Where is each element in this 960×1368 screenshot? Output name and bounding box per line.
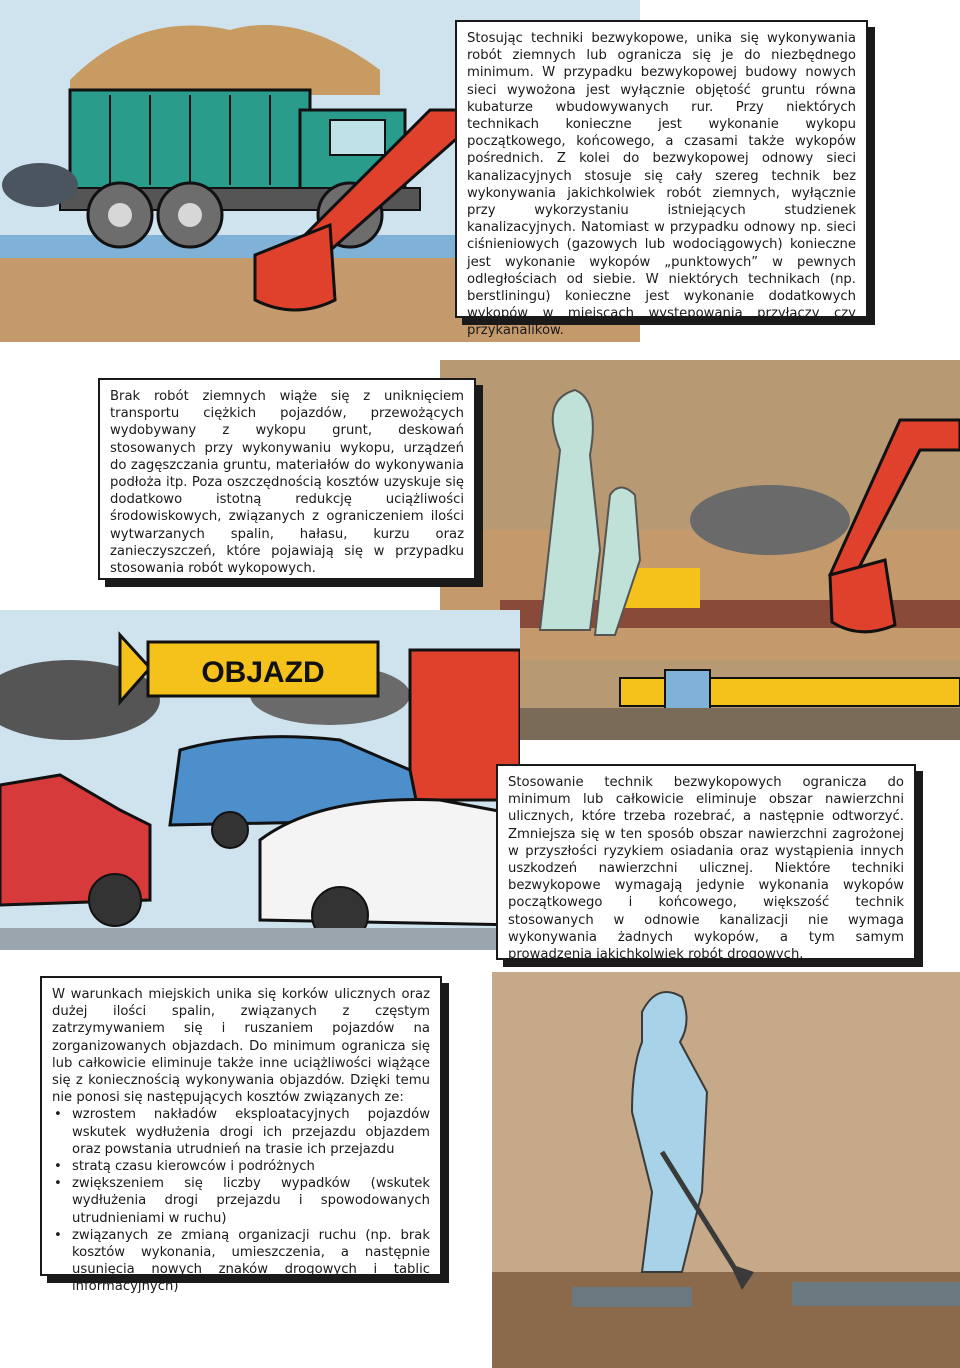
no-earthworks-text: Brak robót ziemnych wiąże się z uniknięciem transportu ciężkich pojazdów, przewożących wydobywany z wykopu grunt, deskowań stosowanych przy wykonywaniu wykopu, urządzeń do zagęszczania gruntu, materiałów do wykonywania podłoża itp. Poza oszczędnością kosztów uzyskuje się dodatkowo istotną redukcję uciążliwości środowiskowych, związanych z ograniczeniem ilości wytwarzanych spalin, hałasu, kurzu oraz zanieczyszczeń, które pojawiają się w przypadku stosowania robót wykopowych.: [110, 389, 464, 577]
text-box-no-earthworks: [98, 378, 476, 580]
trenchless-overview-text: Stosując techniki bezwykopowe, unika się wykonywania robót ziemnych lub ogranicza się je do niezbędnego minimum. W przypadku bezwykopowej budowy nowych sieci wywożona jest wyłącznie objętość gruntu równa kubaturze wbudowywanych rur. Przy niektórych technikach konieczne jest wykonanie wykopu początkowego, końcowego, a czasami także wykopów pośrednich. Z kolei do bezwykopowej odnowy sieci kanalizacyjnych stosuje się cały szereg technik bez wykonywania jakichkolwiek robót ziemnych, wyłącznie przy wykorzystaniu istniejących studzienek kanalizacyjnych. Natomiast w przypadku odnowy np. sieci ciśnieniowych (gazowych lub wodociągowych) konieczne jest wykonanie wykopów „punktowych” w pewnych odległościach od siebie. W niektórych technikach (np. berstliningu) konieczne jest wykonanie dodatkowych wykopów w miejscach występowania przyłączy czy przykanalików.: [467, 31, 856, 339]
detour-sign-text: OBJAZD: [201, 656, 325, 689]
road-surface-text: Stosowanie technik bezwykopowych ogranicza do minimum lub całkowicie eliminuje obszar nawierzchni ulicznych, które trzeba rozebrać, a następnie odtworzyć. Zmniejsza się w ten sposób obszar nawierzchni zagrożonej w przyszłości ryzykiem osiadania oraz wystąpienia innych uszkodzeń nawierzchni ulicznej. Niektóre techniki bezwykopowe wymagają jedynie wykonania wykopów początkowego i końcowego, większość technik stosowanych w odnowie kanalizacji nie wymaga wykonywania żadnych wykopów, a tym samym prowadzenia jakichkolwiek robót drogowych.: [508, 775, 904, 963]
traffic-costs-list: [52, 1106, 430, 1295]
list-item: • związanych ze zmianą organizacji ruchu (np. brak kosztów wykonania, umieszczenia, a następnie usunięcia nowych znaków drogowych i tablic informacyjnych): [52, 1227, 430, 1296]
list-item: • zwiększeniem się liczby wypadków (wskutek wydłużenia drogi przejazdu i spowodowanych utrudnieniami w ruchu): [52, 1175, 430, 1227]
text-box-road-surface: [496, 764, 916, 963]
list-item: • wzrostem nakładów eksploatacyjnych pojazdów wskutek wydłużenia drogi ich przejazdu objazdem oraz powstania utrudnień na trasie ich przejazdu: [52, 1106, 430, 1158]
worker-illustration: [492, 972, 960, 1368]
detour-traffic-illustration: [0, 610, 520, 950]
text-box-traffic-costs: [40, 976, 442, 1295]
list-item: • stratą czasu kierowców i podróżnych: [52, 1158, 430, 1175]
traffic-costs-intro: W warunkach miejskich unika się korków ulicznych oraz dużej ilości spalin, związanych z częstym zatrzymywaniem się i ruszaniem pojazdów na zorganizowanych objazdach. Do minimum ogranicza się lub całkowicie eliminuje także inne uciążliwości wiążące się z koniecznością wykonywania objazdów. Dzięki temu nie ponosi się następujących kosztów związanych ze:: [52, 987, 430, 1106]
text-box-trenchless-overview: [455, 20, 868, 339]
